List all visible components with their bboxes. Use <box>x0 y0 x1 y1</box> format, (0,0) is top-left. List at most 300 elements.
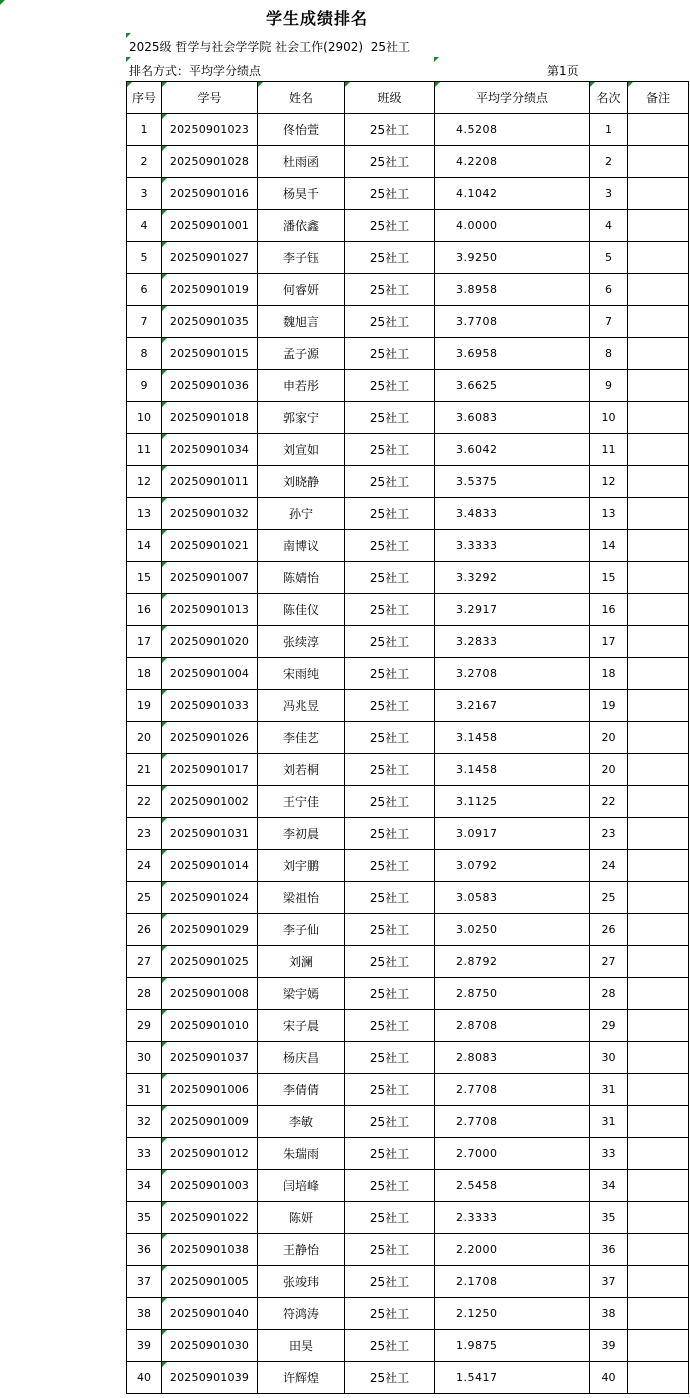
gpa-cell: 4.5208 <box>435 114 590 146</box>
rank-cell: 39 <box>590 1330 628 1362</box>
cell-marker <box>162 1106 167 1111</box>
remark-cell <box>628 274 689 306</box>
name-cell: 申若彤 <box>258 370 345 402</box>
student-id-cell: 20250901006 <box>162 1074 258 1106</box>
name-cell: 陈妍 <box>258 1202 345 1234</box>
cell-marker <box>162 1362 167 1367</box>
remark-cell <box>628 114 689 146</box>
class-cell: 25社工 <box>345 1106 435 1138</box>
col-header-class: 班级 <box>345 82 435 114</box>
name-cell: 张竣玮 <box>258 1266 345 1298</box>
rank-cell: 6 <box>590 274 628 306</box>
index-cell: 24 <box>127 850 162 882</box>
gpa-cell: 2.1250 <box>435 1298 590 1330</box>
class-cell: 25社工 <box>345 466 435 498</box>
cell-marker <box>162 1234 167 1239</box>
class-cell: 25社工 <box>345 690 435 722</box>
gpa-cell: 3.2833 <box>435 626 590 658</box>
table-row <box>127 690 689 722</box>
student-id-cell: 20250901005 <box>162 1266 258 1298</box>
name-cell: 李佳艺 <box>258 722 345 754</box>
col-header-name: 姓名 <box>258 82 345 114</box>
table-row <box>127 466 689 498</box>
rank-cell: 26 <box>590 914 628 946</box>
cell-marker <box>162 786 167 791</box>
rank-cell: 33 <box>590 1138 628 1170</box>
col-header-student-id: 学号 <box>162 82 258 114</box>
cell-marker <box>162 850 167 855</box>
student-id-cell: 20250901010 <box>162 1010 258 1042</box>
remark-cell <box>628 754 689 786</box>
table-row <box>127 1106 689 1138</box>
cell-marker <box>162 1010 167 1015</box>
rank-cell: 4 <box>590 210 628 242</box>
table-row <box>127 562 689 594</box>
rank-cell: 30 <box>590 1042 628 1074</box>
class-cell: 25社工 <box>345 1362 435 1394</box>
class-cell: 25社工 <box>345 1010 435 1042</box>
table-row <box>127 402 689 434</box>
student-id-cell: 20250901024 <box>162 882 258 914</box>
student-id-cell: 20250901038 <box>162 1234 258 1266</box>
rank-cell: 34 <box>590 1170 628 1202</box>
student-id-cell: 20250901034 <box>162 434 258 466</box>
cell-marker <box>162 594 167 599</box>
class-cell: 25社工 <box>345 306 435 338</box>
index-cell: 29 <box>127 1010 162 1042</box>
index-cell: 1 <box>127 114 162 146</box>
name-cell: 刘晓静 <box>258 466 345 498</box>
table-row <box>127 978 689 1010</box>
ranking-table <box>126 81 689 1394</box>
table-row <box>127 658 689 690</box>
cell-marker <box>162 178 167 183</box>
index-cell: 4 <box>127 210 162 242</box>
cell-marker <box>162 722 167 727</box>
table-row <box>127 146 689 178</box>
sort-method: 排名方式：平均学分绩点 <box>129 64 262 78</box>
class-cell: 25社工 <box>345 1202 435 1234</box>
student-id-cell: 20250901039 <box>162 1362 258 1394</box>
class-cell: 25社工 <box>345 498 435 530</box>
rank-cell: 8 <box>590 338 628 370</box>
student-id-cell: 20250901004 <box>162 658 258 690</box>
col-header-remark: 备注 <box>628 82 689 114</box>
student-id-cell: 20250901008 <box>162 978 258 1010</box>
class-cell: 25社工 <box>345 1266 435 1298</box>
index-cell: 31 <box>127 1074 162 1106</box>
table-row <box>127 178 689 210</box>
rank-cell: 10 <box>590 402 628 434</box>
rank-cell: 22 <box>590 786 628 818</box>
gpa-cell: 2.8708 <box>435 1010 590 1042</box>
cell-marker <box>162 402 167 407</box>
class-cell: 25社工 <box>345 722 435 754</box>
student-id-cell: 20250901019 <box>162 274 258 306</box>
table-row <box>127 1074 689 1106</box>
student-id-cell: 20250901011 <box>162 466 258 498</box>
rank-cell: 2 <box>590 146 628 178</box>
index-cell: 8 <box>127 338 162 370</box>
rank-cell: 28 <box>590 978 628 1010</box>
class-cell: 25社工 <box>345 1074 435 1106</box>
rank-cell: 20 <box>590 722 628 754</box>
name-cell: 刘澜 <box>258 946 345 978</box>
class-cell: 25社工 <box>345 818 435 850</box>
class-cell: 25社工 <box>345 946 435 978</box>
class-cell: 25社工 <box>345 1298 435 1330</box>
name-cell: 魏旭言 <box>258 306 345 338</box>
cell-marker <box>162 370 167 375</box>
index-cell: 3 <box>127 178 162 210</box>
gpa-cell: 3.6958 <box>435 338 590 370</box>
table-header-row <box>127 82 689 114</box>
name-cell: 刘宣如 <box>258 434 345 466</box>
gpa-cell: 3.9250 <box>435 242 590 274</box>
class-cell: 25社工 <box>345 1042 435 1074</box>
rank-cell: 1 <box>590 114 628 146</box>
rank-cell: 7 <box>590 306 628 338</box>
index-cell: 10 <box>127 402 162 434</box>
table-row <box>127 882 689 914</box>
remark-cell <box>628 818 689 850</box>
rank-cell: 19 <box>590 690 628 722</box>
student-id-cell: 20250901009 <box>162 1106 258 1138</box>
index-cell: 2 <box>127 146 162 178</box>
table-row <box>127 306 689 338</box>
remark-cell <box>628 946 689 978</box>
cell-marker <box>162 82 167 87</box>
rank-cell: 40 <box>590 1362 628 1394</box>
remark-cell <box>628 498 689 530</box>
class-cell: 25社工 <box>345 626 435 658</box>
remark-cell <box>628 626 689 658</box>
student-id-cell: 20250901027 <box>162 242 258 274</box>
student-id-cell: 20250901025 <box>162 946 258 978</box>
student-id-cell: 20250901017 <box>162 754 258 786</box>
rank-cell: 15 <box>590 562 628 594</box>
student-id-cell: 20250901026 <box>162 722 258 754</box>
page-title: 学生成绩排名 <box>265 9 368 28</box>
name-cell: 李敏 <box>258 1106 345 1138</box>
remark-cell <box>628 146 689 178</box>
rank-cell: 13 <box>590 498 628 530</box>
index-cell: 5 <box>127 242 162 274</box>
cell-marker <box>162 562 167 567</box>
gpa-cell: 3.1125 <box>435 786 590 818</box>
cell-marker <box>435 82 440 87</box>
gpa-cell: 3.8958 <box>435 274 590 306</box>
cell-marker <box>162 1074 167 1079</box>
class-cell: 25社工 <box>345 178 435 210</box>
cell-marker <box>162 434 167 439</box>
cell-marker <box>162 242 167 247</box>
name-cell: 梁祖怡 <box>258 882 345 914</box>
rank-cell: 29 <box>590 1010 628 1042</box>
student-id-cell: 20250901029 <box>162 914 258 946</box>
index-cell: 17 <box>127 626 162 658</box>
gpa-cell: 3.0250 <box>435 914 590 946</box>
index-cell: 37 <box>127 1266 162 1298</box>
gpa-cell: 3.0583 <box>435 882 590 914</box>
gpa-cell: 2.7000 <box>435 1138 590 1170</box>
table-row <box>127 434 689 466</box>
student-id-cell: 20250901003 <box>162 1170 258 1202</box>
name-cell: 刘若桐 <box>258 754 345 786</box>
remark-cell <box>628 690 689 722</box>
rank-cell: 17 <box>590 626 628 658</box>
name-cell: 何睿妍 <box>258 274 345 306</box>
cell-marker <box>162 914 167 919</box>
remark-cell <box>628 658 689 690</box>
table-row <box>127 1234 689 1266</box>
index-cell: 25 <box>127 882 162 914</box>
name-cell: 陈婧怡 <box>258 562 345 594</box>
cell-marker <box>162 146 167 151</box>
gpa-cell: 3.3333 <box>435 530 590 562</box>
gpa-cell: 2.7708 <box>435 1074 590 1106</box>
cell-marker <box>345 82 350 87</box>
rank-cell: 23 <box>590 818 628 850</box>
name-cell: 佟怡萱 <box>258 114 345 146</box>
table-row <box>127 1042 689 1074</box>
col-header-index: 序号 <box>127 82 162 114</box>
class-cell: 25社工 <box>345 594 435 626</box>
student-id-cell: 20250901014 <box>162 850 258 882</box>
cell-marker <box>162 530 167 535</box>
gpa-cell: 2.8792 <box>435 946 590 978</box>
name-cell: 许辉煌 <box>258 1362 345 1394</box>
name-cell: 李倩倩 <box>258 1074 345 1106</box>
name-cell: 冯兆昱 <box>258 690 345 722</box>
name-cell: 孙宁 <box>258 498 345 530</box>
cell-marker <box>162 658 167 663</box>
gpa-cell: 3.7708 <box>435 306 590 338</box>
student-id-cell: 20250901007 <box>162 562 258 594</box>
cell-marker <box>127 82 132 87</box>
cell-marker-corner <box>0 0 5 5</box>
gpa-cell: 2.7708 <box>435 1106 590 1138</box>
index-cell: 23 <box>127 818 162 850</box>
gpa-cell: 2.2000 <box>435 1234 590 1266</box>
index-cell: 38 <box>127 1298 162 1330</box>
remark-cell <box>628 178 689 210</box>
name-cell: 朱瑞雨 <box>258 1138 345 1170</box>
index-cell: 21 <box>127 754 162 786</box>
cell-marker <box>162 1330 167 1335</box>
student-id-cell: 20250901022 <box>162 1202 258 1234</box>
name-cell: 宋雨纯 <box>258 658 345 690</box>
rank-cell: 20 <box>590 754 628 786</box>
rank-cell: 16 <box>590 594 628 626</box>
col-header-gpa: 平均学分绩点 <box>435 82 590 114</box>
index-cell: 27 <box>127 946 162 978</box>
remark-cell <box>628 1330 689 1362</box>
name-cell: 符鸿涛 <box>258 1298 345 1330</box>
cell-marker <box>590 82 595 87</box>
name-cell: 杜雨函 <box>258 146 345 178</box>
cell-marker <box>258 82 263 87</box>
cell-marker <box>162 210 167 215</box>
name-cell: 刘宇鹏 <box>258 850 345 882</box>
name-cell: 宋子晨 <box>258 1010 345 1042</box>
student-id-cell: 20250901002 <box>162 786 258 818</box>
table-row <box>127 786 689 818</box>
class-cell: 25社工 <box>345 274 435 306</box>
class-cell: 25社工 <box>345 114 435 146</box>
index-cell: 34 <box>127 1170 162 1202</box>
rank-cell: 38 <box>590 1298 628 1330</box>
rank-cell: 9 <box>590 370 628 402</box>
class-cell: 25社工 <box>345 338 435 370</box>
class-cell: 25社工 <box>345 402 435 434</box>
remark-cell <box>628 402 689 434</box>
gpa-cell: 1.5417 <box>435 1362 590 1394</box>
remark-cell <box>628 466 689 498</box>
remark-cell <box>628 1106 689 1138</box>
index-cell: 26 <box>127 914 162 946</box>
cell-marker <box>162 1298 167 1303</box>
remark-cell <box>628 1074 689 1106</box>
remark-cell <box>628 1266 689 1298</box>
gpa-cell: 3.1458 <box>435 722 590 754</box>
cell-marker <box>162 882 167 887</box>
rank-cell: 31 <box>590 1074 628 1106</box>
remark-cell <box>628 1042 689 1074</box>
class-cell: 25社工 <box>345 530 435 562</box>
gpa-cell: 3.0792 <box>435 850 590 882</box>
remark-cell <box>628 786 689 818</box>
table-row <box>127 370 689 402</box>
cell-marker <box>162 274 167 279</box>
gpa-cell: 3.3292 <box>435 562 590 594</box>
cell-marker <box>162 818 167 823</box>
name-cell: 李子仙 <box>258 914 345 946</box>
cell-marker <box>162 114 167 119</box>
class-info: 2025级 哲学与社会学学院 社会工作(2902) 25社工 <box>129 40 410 54</box>
class-cell: 25社工 <box>345 210 435 242</box>
col-header-rank: 名次 <box>590 82 628 114</box>
cell-marker <box>162 1138 167 1143</box>
rank-cell: 12 <box>590 466 628 498</box>
gpa-cell: 2.5458 <box>435 1170 590 1202</box>
cell-marker <box>162 946 167 951</box>
class-cell: 25社工 <box>345 1138 435 1170</box>
student-id-cell: 20250901032 <box>162 498 258 530</box>
gpa-cell: 3.2917 <box>435 594 590 626</box>
remark-cell <box>628 530 689 562</box>
cell-marker <box>162 498 167 503</box>
name-cell: 梁宇嫣 <box>258 978 345 1010</box>
remark-cell <box>628 1202 689 1234</box>
class-cell: 25社工 <box>345 850 435 882</box>
remark-cell <box>628 1298 689 1330</box>
name-cell: 杨昊千 <box>258 178 345 210</box>
name-cell: 杨庆昌 <box>258 1042 345 1074</box>
name-cell: 李子钰 <box>258 242 345 274</box>
index-cell: 12 <box>127 466 162 498</box>
table-row <box>127 114 689 146</box>
rank-cell: 3 <box>590 178 628 210</box>
index-cell: 32 <box>127 1106 162 1138</box>
gpa-cell: 3.5375 <box>435 466 590 498</box>
remark-cell <box>628 978 689 1010</box>
index-cell: 35 <box>127 1202 162 1234</box>
class-cell: 25社工 <box>345 786 435 818</box>
remark-cell <box>628 1010 689 1042</box>
index-cell: 40 <box>127 1362 162 1394</box>
table-row <box>127 914 689 946</box>
student-id-cell: 20250901031 <box>162 818 258 850</box>
remark-cell <box>628 562 689 594</box>
gpa-cell: 3.6625 <box>435 370 590 402</box>
table-row <box>127 754 689 786</box>
gpa-cell: 4.2208 <box>435 146 590 178</box>
rank-cell: 36 <box>590 1234 628 1266</box>
index-cell: 6 <box>127 274 162 306</box>
class-cell: 25社工 <box>345 242 435 274</box>
index-cell: 11 <box>127 434 162 466</box>
name-cell: 陈佳仪 <box>258 594 345 626</box>
cell-marker <box>162 338 167 343</box>
table-row <box>127 242 689 274</box>
gpa-cell: 3.2167 <box>435 690 590 722</box>
remark-cell <box>628 1138 689 1170</box>
cell-marker <box>162 306 167 311</box>
cell-marker <box>162 626 167 631</box>
table-row <box>127 1298 689 1330</box>
student-id-cell: 20250901037 <box>162 1042 258 1074</box>
rank-cell: 35 <box>590 1202 628 1234</box>
name-cell: 李初晨 <box>258 818 345 850</box>
student-id-cell: 20250901015 <box>162 338 258 370</box>
class-cell: 25社工 <box>345 434 435 466</box>
class-cell: 25社工 <box>345 1330 435 1362</box>
table-row <box>127 946 689 978</box>
gpa-cell: 3.6042 <box>435 434 590 466</box>
name-cell: 张续淳 <box>258 626 345 658</box>
student-id-cell: 20250901016 <box>162 178 258 210</box>
table-row <box>127 722 689 754</box>
remark-cell <box>628 434 689 466</box>
student-id-cell: 20250901040 <box>162 1298 258 1330</box>
name-cell: 郭家宁 <box>258 402 345 434</box>
table-row <box>127 338 689 370</box>
rank-cell: 11 <box>590 434 628 466</box>
remark-cell <box>628 594 689 626</box>
cell-marker <box>162 1266 167 1271</box>
remark-cell <box>628 882 689 914</box>
name-cell: 孟子源 <box>258 338 345 370</box>
rank-cell: 31 <box>590 1106 628 1138</box>
remark-cell <box>628 338 689 370</box>
index-cell: 39 <box>127 1330 162 1362</box>
student-id-cell: 20250901012 <box>162 1138 258 1170</box>
gpa-cell: 3.0917 <box>435 818 590 850</box>
table-row <box>127 1010 689 1042</box>
table-row <box>127 1266 689 1298</box>
student-id-cell: 20250901036 <box>162 370 258 402</box>
student-id-cell: 20250901001 <box>162 210 258 242</box>
gpa-cell: 2.8083 <box>435 1042 590 1074</box>
student-id-cell: 20250901020 <box>162 626 258 658</box>
table-row <box>127 1202 689 1234</box>
remark-cell <box>628 722 689 754</box>
gpa-cell: 3.6083 <box>435 402 590 434</box>
name-cell: 南博议 <box>258 530 345 562</box>
remark-cell <box>628 242 689 274</box>
index-cell: 19 <box>127 690 162 722</box>
